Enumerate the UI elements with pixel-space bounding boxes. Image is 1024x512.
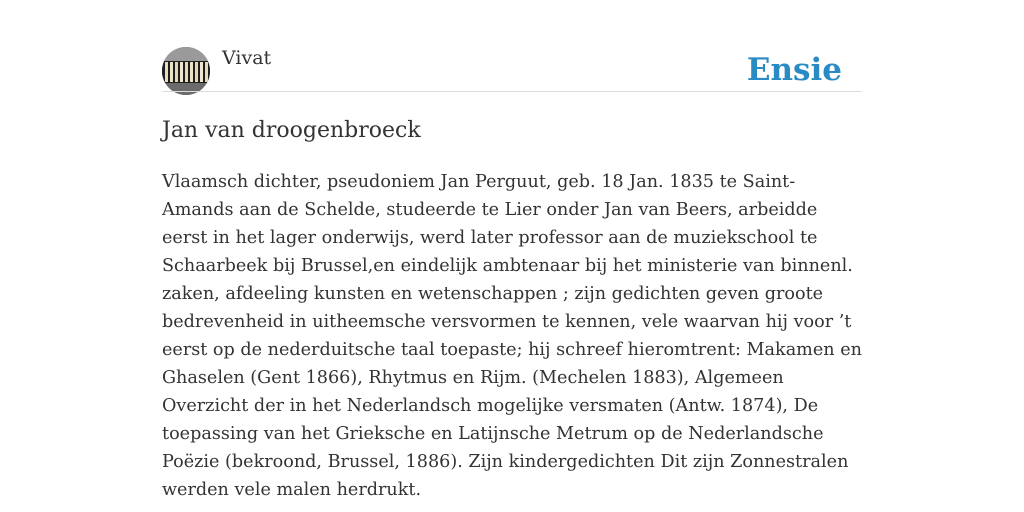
book-spines-icon xyxy=(162,47,210,95)
author-name[interactable]: Vivat xyxy=(222,47,272,69)
ensie-logo[interactable]: Ensie xyxy=(746,52,842,88)
article-body: Vlaamsch dichter, pseudoniem Jan Perguut, geb. 18 Jan. 1835 te Saint-Amands aan de Schelde, studeerde te Lier onder Jan van Beers, arbeidde eerst in het lager onderwijs, werd later professor aan de muziekschool te Schaarbeek bij Brussel,en eindelijk ambtenaar bij het ministerie van binnenl. zaken, afdeeling kunsten en wetenschappen ; zijn gedichten geven groote bedrevenheid in uitheemsche versvormen te kennen, vele waarvan hij voor ’t eerst op de nederduitsche taal toepaste; hij schreef hieromtrent: Makamen en Ghaselen (Gent 1866), Rhytmus en Rijm. (Mechelen 1883), Algemeen Overzicht der in het Nederlandsch mogelijke versmaten (Antw. 1874), De toepassing van het Grieksche en Latijnsche Metrum op de Nederlandsche Poëzie (bekroond, Brussel, 1886). Zijn kindergedichten Dit zijn Zonnestralen werden vele malen herdrukt. xyxy=(162,172,862,500)
header-divider xyxy=(162,91,862,92)
article-title: Jan van droogenbroeck xyxy=(162,118,421,143)
avatar[interactable] xyxy=(162,47,210,95)
